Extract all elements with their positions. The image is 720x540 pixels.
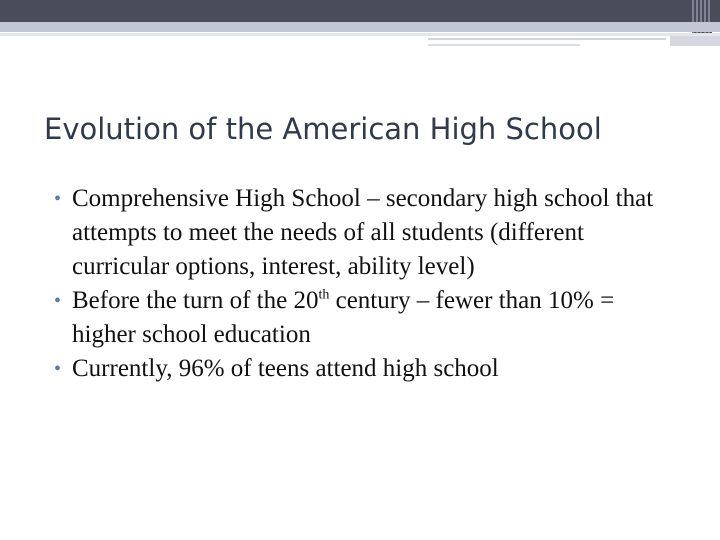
bullet-text: Currently, 96% of teens attend high school [72,355,499,382]
bullet-text: Comprehensive High School – secondary high school that attempts to meet the needs of all students (different curricular options, interest, ability level) [72,185,654,280]
bullet-icon: • [54,290,62,312]
superscript-text: th [318,287,330,303]
header-band-dark [0,0,720,22]
bullet-text-part: Before the turn of the 20 [72,287,319,314]
bullet-icon: • [54,188,62,210]
header-accent-block [670,36,720,46]
header-divider-line [0,33,720,36]
bullet-icon: • [54,358,62,380]
header-accent-line-short [428,44,580,46]
bullet-item [50,182,670,284]
header-accent-line [428,38,666,40]
bullet-text [72,287,614,348]
bullet-text-part: century – fewer than 10% = higher school education [72,287,615,348]
slide-title: Evolution of the American High School [44,112,602,146]
bullet-item [50,284,670,352]
header-band-light [0,22,720,32]
bullet-item [50,352,670,386]
bullet-list [50,182,670,386]
